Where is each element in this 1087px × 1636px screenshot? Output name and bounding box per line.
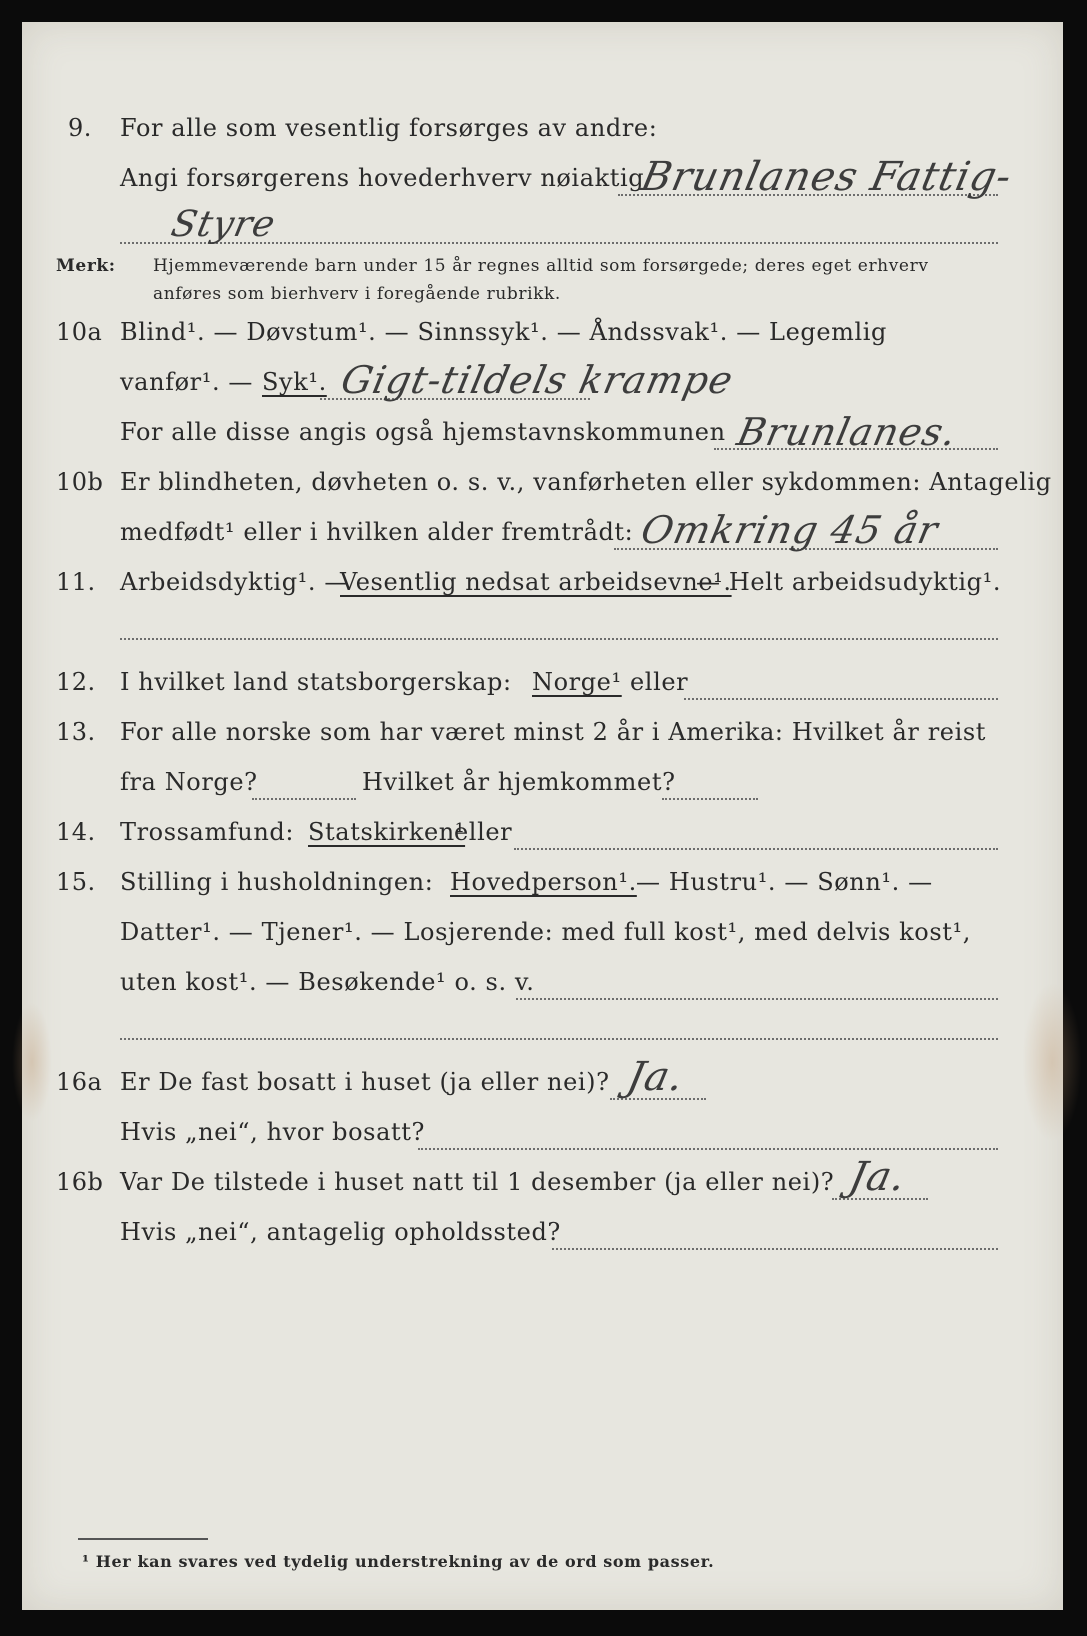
- merk-line2: anføres som bierhverv i foregående rubrikk.: [153, 284, 561, 304]
- q9-handwritten-answer: Brunlanes Fattig-: [637, 154, 1017, 200]
- q13-line1: [22, 718, 1063, 762]
- q10b-question-line1: Er blindheten, døvheten o. s. v., vanførheten eller sykdommen: Antagelig: [120, 468, 1052, 496]
- q9-question-line2: Angi forsørgerens hovederhverv nøiaktig: [120, 164, 645, 192]
- q10b-line1: [22, 468, 1063, 512]
- q11-option-c: — Helt arbeidsudyktig¹.: [696, 568, 1002, 596]
- q15-line3: [22, 968, 1063, 1012]
- q10a-handwritten-municipality: Brunlanes.: [733, 410, 962, 454]
- q9-number: 9.: [68, 114, 92, 142]
- merk-label: Merk:: [56, 256, 116, 276]
- q11-number: 11.: [56, 568, 96, 596]
- q10a-question-line1: Blind¹. — Døvstum¹. — Sinnssyk¹. — Åndssvak¹. — Legemlig: [120, 318, 888, 346]
- q16b-line2: [22, 1218, 1063, 1262]
- q11-option-a: Arbeidsdyktig¹. —: [120, 568, 349, 596]
- merk-line1: Hjemmeværende barn under 15 år regnes alltid som forsørgede; deres eget erhverv: [153, 256, 929, 276]
- q14-statskirken-underlined: Statskirken¹: [308, 818, 466, 846]
- q10a-line1: [22, 318, 1063, 362]
- q10a-vanfor: vanfør¹. —: [120, 368, 254, 396]
- q15-answer-row: [22, 1012, 1063, 1056]
- q16a-handwritten-answer: Ja.: [623, 1054, 689, 1100]
- q15-answer-line: [516, 998, 998, 1000]
- q16b-handwritten-answer: Ja.: [845, 1154, 911, 1200]
- q15-answer-line2: [120, 1038, 998, 1040]
- q9-line1: [22, 114, 1063, 158]
- q10a-handwritten-illness: Gigt-tildels krampe: [337, 358, 738, 402]
- q15-options-line3: uten kost¹. — Besøkende¹ o. s. v.: [120, 968, 535, 996]
- q14-question: Trossamfund:: [120, 818, 295, 846]
- q16b-hvis-nei: Hvis „nei“, antagelig opholdssted?: [120, 1218, 561, 1246]
- q10a-line2: [22, 358, 1063, 412]
- q11-line: [22, 568, 1063, 612]
- q16a-hvis-nei: Hvis „nei“, hvor bosatt?: [120, 1118, 425, 1146]
- q16b-number: 16b: [56, 1168, 104, 1196]
- q12-question: I hvilket land statsborgerskap:: [120, 668, 512, 696]
- q15-number: 15.: [56, 868, 96, 896]
- q10b-handwritten-age: Omkring 45 år: [637, 508, 943, 552]
- q10b-line2: [22, 508, 1063, 562]
- q13-hjemkommet-label: Hvilket år hjemkommet?: [362, 768, 676, 796]
- q16a-line1: [22, 1054, 1063, 1112]
- q16b-hvis-nei-line: [552, 1248, 998, 1250]
- q10a-line3: [22, 410, 1063, 462]
- q14-number: 14.: [56, 818, 96, 846]
- q15-line1: [22, 868, 1063, 912]
- q12-line: [22, 668, 1063, 712]
- footnote-rule: [78, 1538, 208, 1540]
- q16a-hvis-nei-line: [418, 1148, 998, 1150]
- q16b-question: Var De tilstede i huset natt til 1 desember (ja eller nei)?: [120, 1168, 835, 1196]
- q14-answer-line: [514, 848, 998, 850]
- q15-line2: [22, 918, 1063, 962]
- q11-answer-line: [120, 638, 998, 640]
- q13-question-line1: For alle norske som har været minst 2 år i Amerika: Hvilket år reist: [120, 718, 987, 746]
- q15-options-line2: Datter¹. — Tjener¹. — Losjerende: med full kost¹, med delvis kost¹,: [120, 918, 971, 946]
- q12-norge-underlined: Norge¹: [532, 668, 622, 696]
- q9-handwritten-answer-cont: Styre: [167, 204, 280, 245]
- q13-reist-label: fra Norge?: [120, 768, 258, 796]
- q16b-line1: [22, 1154, 1063, 1212]
- footnote-text: ¹ Her kan svares ved tydelig understrekning av de ord som passer.: [82, 1552, 715, 1571]
- q16a-question: Er De fast bosatt i huset (ja eller nei)?: [120, 1068, 610, 1096]
- q12-number: 12.: [56, 668, 96, 696]
- q10b-number: 10b: [56, 468, 104, 496]
- q9-question-line1: For alle som vesentlig forsørges av andre:: [120, 114, 658, 142]
- q9-line3: [22, 204, 1063, 256]
- q13-hjemkommet-line: [662, 798, 758, 800]
- q10b-question-line2: medfødt¹ eller i hvilken alder fremtrådt:: [120, 518, 634, 546]
- census-form-page: [22, 22, 1063, 1610]
- q11-answer-row: [22, 612, 1063, 656]
- q14-line: [22, 818, 1063, 862]
- q12-answer-line: [684, 698, 998, 700]
- q15-options-line1: — Hustru¹. — Sønn¹. —: [636, 868, 933, 896]
- merk-note: [22, 252, 1063, 304]
- q10a-syk-underlined: Syk¹.: [262, 368, 327, 396]
- q13-line2: [22, 768, 1063, 812]
- q9-line2: [22, 154, 1063, 208]
- q14-eller: eller: [454, 818, 513, 846]
- q10a-hjemstavn-question: For alle disse angis også hjemstavnskommunen: [120, 418, 726, 446]
- q12-eller: eller: [630, 668, 689, 696]
- q13-number: 13.: [56, 718, 96, 746]
- q11-option-b-underlined: Vesentlig nedsat arbeidsevne¹.: [340, 568, 732, 596]
- q10a-number: 10a: [56, 318, 103, 346]
- q13-reist-line: [252, 798, 356, 800]
- q15-question: Stilling i husholdningen:: [120, 868, 434, 896]
- q16a-number: 16a: [56, 1068, 103, 1096]
- q15-hovedperson-underlined: Hovedperson¹.: [450, 868, 637, 896]
